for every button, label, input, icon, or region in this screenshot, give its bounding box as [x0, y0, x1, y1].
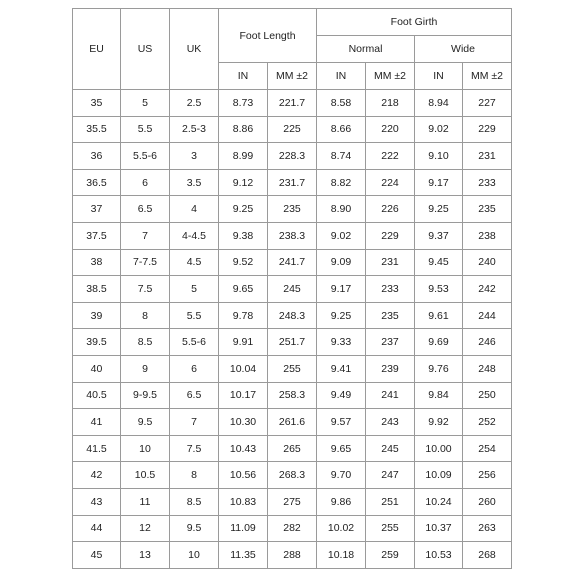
cell-uk: 7.5 — [170, 435, 219, 462]
cell-length-in: 10.83 — [219, 488, 268, 515]
table-row — [73, 329, 512, 356]
cell-uk: 4.5 — [170, 249, 219, 276]
cell-uk: 6 — [170, 355, 219, 382]
cell-eu: 36.5 — [73, 169, 121, 196]
cell-length-mm: 231.7 — [268, 169, 317, 196]
cell-length-mm: 235 — [268, 196, 317, 223]
cell-normal-in: 8.66 — [317, 116, 366, 143]
cell-wide-in: 10.00 — [415, 435, 463, 462]
cell-length-in: 9.91 — [219, 329, 268, 356]
cell-length-mm: 261.6 — [268, 409, 317, 436]
table-row — [73, 382, 512, 409]
cell-us: 5 — [121, 90, 170, 117]
header-wide: Wide — [415, 36, 512, 63]
cell-normal-mm: 255 — [366, 515, 415, 542]
cell-normal-in: 9.25 — [317, 302, 366, 329]
cell-wide-in: 9.53 — [415, 276, 463, 303]
cell-wide-mm: 252 — [463, 409, 512, 436]
cell-normal-mm: 218 — [366, 90, 415, 117]
header-normal-mm: MM ±2 — [366, 63, 415, 90]
cell-eu: 35.5 — [73, 116, 121, 143]
cell-normal-in: 9.33 — [317, 329, 366, 356]
table-row — [73, 249, 512, 276]
cell-normal-in: 9.86 — [317, 488, 366, 515]
cell-length-in: 8.73 — [219, 90, 268, 117]
table-row — [73, 409, 512, 436]
cell-uk: 8 — [170, 462, 219, 489]
table-row — [73, 276, 512, 303]
cell-length-mm: 238.3 — [268, 222, 317, 249]
cell-normal-in: 9.49 — [317, 382, 366, 409]
cell-normal-in: 9.09 — [317, 249, 366, 276]
cell-us: 9.5 — [121, 409, 170, 436]
cell-us: 7-7.5 — [121, 249, 170, 276]
cell-wide-mm: 242 — [463, 276, 512, 303]
cell-normal-mm: 251 — [366, 488, 415, 515]
size-chart — [72, 8, 511, 569]
cell-wide-in: 10.24 — [415, 488, 463, 515]
cell-normal-mm: 247 — [366, 462, 415, 489]
cell-length-mm: 245 — [268, 276, 317, 303]
cell-eu: 40 — [73, 355, 121, 382]
table-body — [73, 90, 512, 569]
cell-uk: 4-4.5 — [170, 222, 219, 249]
cell-length-in: 10.17 — [219, 382, 268, 409]
cell-wide-in: 9.45 — [415, 249, 463, 276]
cell-wide-mm: 268 — [463, 542, 512, 569]
cell-wide-in: 10.53 — [415, 542, 463, 569]
cell-us: 9 — [121, 355, 170, 382]
cell-normal-mm: 243 — [366, 409, 415, 436]
cell-us: 6.5 — [121, 196, 170, 223]
cell-eu: 41.5 — [73, 435, 121, 462]
cell-us: 10.5 — [121, 462, 170, 489]
cell-length-mm: 228.3 — [268, 143, 317, 170]
cell-normal-mm: 229 — [366, 222, 415, 249]
cell-wide-mm: 229 — [463, 116, 512, 143]
cell-normal-mm: 241 — [366, 382, 415, 409]
header-uk: UK — [170, 9, 219, 90]
cell-eu: 45 — [73, 542, 121, 569]
cell-normal-mm: 222 — [366, 143, 415, 170]
cell-us: 12 — [121, 515, 170, 542]
cell-length-mm: 282 — [268, 515, 317, 542]
cell-length-in: 10.04 — [219, 355, 268, 382]
cell-wide-in: 9.61 — [415, 302, 463, 329]
cell-wide-mm: 250 — [463, 382, 512, 409]
cell-wide-in: 9.92 — [415, 409, 463, 436]
cell-normal-mm: 237 — [366, 329, 415, 356]
cell-wide-in: 10.09 — [415, 462, 463, 489]
cell-length-in: 10.56 — [219, 462, 268, 489]
cell-length-mm: 268.3 — [268, 462, 317, 489]
cell-uk: 2.5 — [170, 90, 219, 117]
header-us: US — [121, 9, 170, 90]
table-row — [73, 462, 512, 489]
header-length-mm: MM ±2 — [268, 63, 317, 90]
table-row — [73, 90, 512, 117]
header-length-in: IN — [219, 63, 268, 90]
cell-us: 10 — [121, 435, 170, 462]
cell-eu: 38 — [73, 249, 121, 276]
cell-normal-in: 9.02 — [317, 222, 366, 249]
cell-us: 13 — [121, 542, 170, 569]
cell-eu: 37 — [73, 196, 121, 223]
cell-eu: 37.5 — [73, 222, 121, 249]
cell-wide-in: 8.94 — [415, 90, 463, 117]
cell-wide-mm: 248 — [463, 355, 512, 382]
cell-normal-in: 9.41 — [317, 355, 366, 382]
cell-eu: 44 — [73, 515, 121, 542]
cell-us: 9-9.5 — [121, 382, 170, 409]
cell-wide-in: 9.76 — [415, 355, 463, 382]
header-foot-length: Foot Length — [219, 9, 317, 63]
cell-wide-in: 10.37 — [415, 515, 463, 542]
table-row — [73, 488, 512, 515]
cell-length-in: 9.52 — [219, 249, 268, 276]
cell-normal-mm: 224 — [366, 169, 415, 196]
cell-normal-mm: 233 — [366, 276, 415, 303]
cell-length-in: 9.38 — [219, 222, 268, 249]
cell-wide-in: 9.69 — [415, 329, 463, 356]
cell-uk: 6.5 — [170, 382, 219, 409]
cell-length-in: 10.30 — [219, 409, 268, 436]
cell-us: 8.5 — [121, 329, 170, 356]
cell-eu: 39.5 — [73, 329, 121, 356]
cell-length-in: 11.35 — [219, 542, 268, 569]
cell-normal-in: 9.65 — [317, 435, 366, 462]
table-row — [73, 116, 512, 143]
cell-wide-in: 9.25 — [415, 196, 463, 223]
table-row — [73, 222, 512, 249]
table-row — [73, 435, 512, 462]
cell-uk: 2.5-3 — [170, 116, 219, 143]
cell-length-mm: 288 — [268, 542, 317, 569]
cell-length-mm: 221.7 — [268, 90, 317, 117]
header-wide-in: IN — [415, 63, 463, 90]
cell-normal-in: 9.70 — [317, 462, 366, 489]
header-eu: EU — [73, 9, 121, 90]
cell-length-mm: 248.3 — [268, 302, 317, 329]
cell-normal-mm: 239 — [366, 355, 415, 382]
cell-length-mm: 255 — [268, 355, 317, 382]
cell-us: 6 — [121, 169, 170, 196]
cell-uk: 5.5 — [170, 302, 219, 329]
cell-normal-mm: 259 — [366, 542, 415, 569]
cell-us: 7 — [121, 222, 170, 249]
cell-normal-in: 10.02 — [317, 515, 366, 542]
cell-length-in: 9.12 — [219, 169, 268, 196]
cell-normal-in: 8.74 — [317, 143, 366, 170]
cell-normal-in: 8.90 — [317, 196, 366, 223]
cell-wide-in: 9.84 — [415, 382, 463, 409]
cell-uk: 5 — [170, 276, 219, 303]
cell-us: 7.5 — [121, 276, 170, 303]
cell-length-mm: 265 — [268, 435, 317, 462]
header-normal: Normal — [317, 36, 415, 63]
cell-normal-mm: 245 — [366, 435, 415, 462]
cell-length-mm: 251.7 — [268, 329, 317, 356]
size-table — [72, 8, 512, 569]
cell-normal-mm: 235 — [366, 302, 415, 329]
cell-uk: 7 — [170, 409, 219, 436]
table-row — [73, 515, 512, 542]
cell-length-mm: 225 — [268, 116, 317, 143]
cell-normal-in: 9.57 — [317, 409, 366, 436]
cell-normal-mm: 226 — [366, 196, 415, 223]
cell-wide-mm: 246 — [463, 329, 512, 356]
table-row — [73, 355, 512, 382]
cell-wide-mm: 244 — [463, 302, 512, 329]
header-wide-mm: MM ±2 — [463, 63, 512, 90]
cell-wide-in: 9.17 — [415, 169, 463, 196]
cell-us: 5.5 — [121, 116, 170, 143]
table-row — [73, 143, 512, 170]
cell-uk: 3 — [170, 143, 219, 170]
cell-length-in: 9.25 — [219, 196, 268, 223]
cell-length-mm: 258.3 — [268, 382, 317, 409]
cell-eu: 36 — [73, 143, 121, 170]
cell-wide-mm: 238 — [463, 222, 512, 249]
header-normal-in: IN — [317, 63, 366, 90]
cell-wide-mm: 254 — [463, 435, 512, 462]
cell-wide-mm: 235 — [463, 196, 512, 223]
cell-normal-mm: 231 — [366, 249, 415, 276]
cell-wide-mm: 256 — [463, 462, 512, 489]
cell-eu: 38.5 — [73, 276, 121, 303]
cell-normal-in: 9.17 — [317, 276, 366, 303]
cell-eu: 35 — [73, 90, 121, 117]
cell-wide-mm: 240 — [463, 249, 512, 276]
cell-length-mm: 241.7 — [268, 249, 317, 276]
cell-eu: 39 — [73, 302, 121, 329]
cell-normal-in: 8.82 — [317, 169, 366, 196]
cell-wide-in: 9.10 — [415, 143, 463, 170]
table-row — [73, 169, 512, 196]
cell-normal-in: 10.18 — [317, 542, 366, 569]
cell-us: 11 — [121, 488, 170, 515]
cell-eu: 43 — [73, 488, 121, 515]
cell-uk: 10 — [170, 542, 219, 569]
cell-wide-mm: 233 — [463, 169, 512, 196]
cell-eu: 40.5 — [73, 382, 121, 409]
cell-length-in: 9.65 — [219, 276, 268, 303]
cell-us: 8 — [121, 302, 170, 329]
cell-uk: 5.5-6 — [170, 329, 219, 356]
cell-length-mm: 275 — [268, 488, 317, 515]
cell-uk: 8.5 — [170, 488, 219, 515]
cell-length-in: 10.43 — [219, 435, 268, 462]
cell-length-in: 8.99 — [219, 143, 268, 170]
cell-eu: 42 — [73, 462, 121, 489]
cell-us: 5.5-6 — [121, 143, 170, 170]
cell-wide-mm: 227 — [463, 90, 512, 117]
table-row — [73, 302, 512, 329]
cell-wide-mm: 260 — [463, 488, 512, 515]
cell-uk: 4 — [170, 196, 219, 223]
table-row — [73, 542, 512, 569]
cell-normal-mm: 220 — [366, 116, 415, 143]
cell-wide-in: 9.02 — [415, 116, 463, 143]
header-foot-girth: Foot Girth — [317, 9, 512, 36]
cell-uk: 9.5 — [170, 515, 219, 542]
cell-normal-in: 8.58 — [317, 90, 366, 117]
cell-eu: 41 — [73, 409, 121, 436]
table-row — [73, 196, 512, 223]
cell-uk: 3.5 — [170, 169, 219, 196]
cell-wide-mm: 263 — [463, 515, 512, 542]
cell-wide-mm: 231 — [463, 143, 512, 170]
cell-wide-in: 9.37 — [415, 222, 463, 249]
cell-length-in: 9.78 — [219, 302, 268, 329]
cell-length-in: 11.09 — [219, 515, 268, 542]
cell-length-in: 8.86 — [219, 116, 268, 143]
